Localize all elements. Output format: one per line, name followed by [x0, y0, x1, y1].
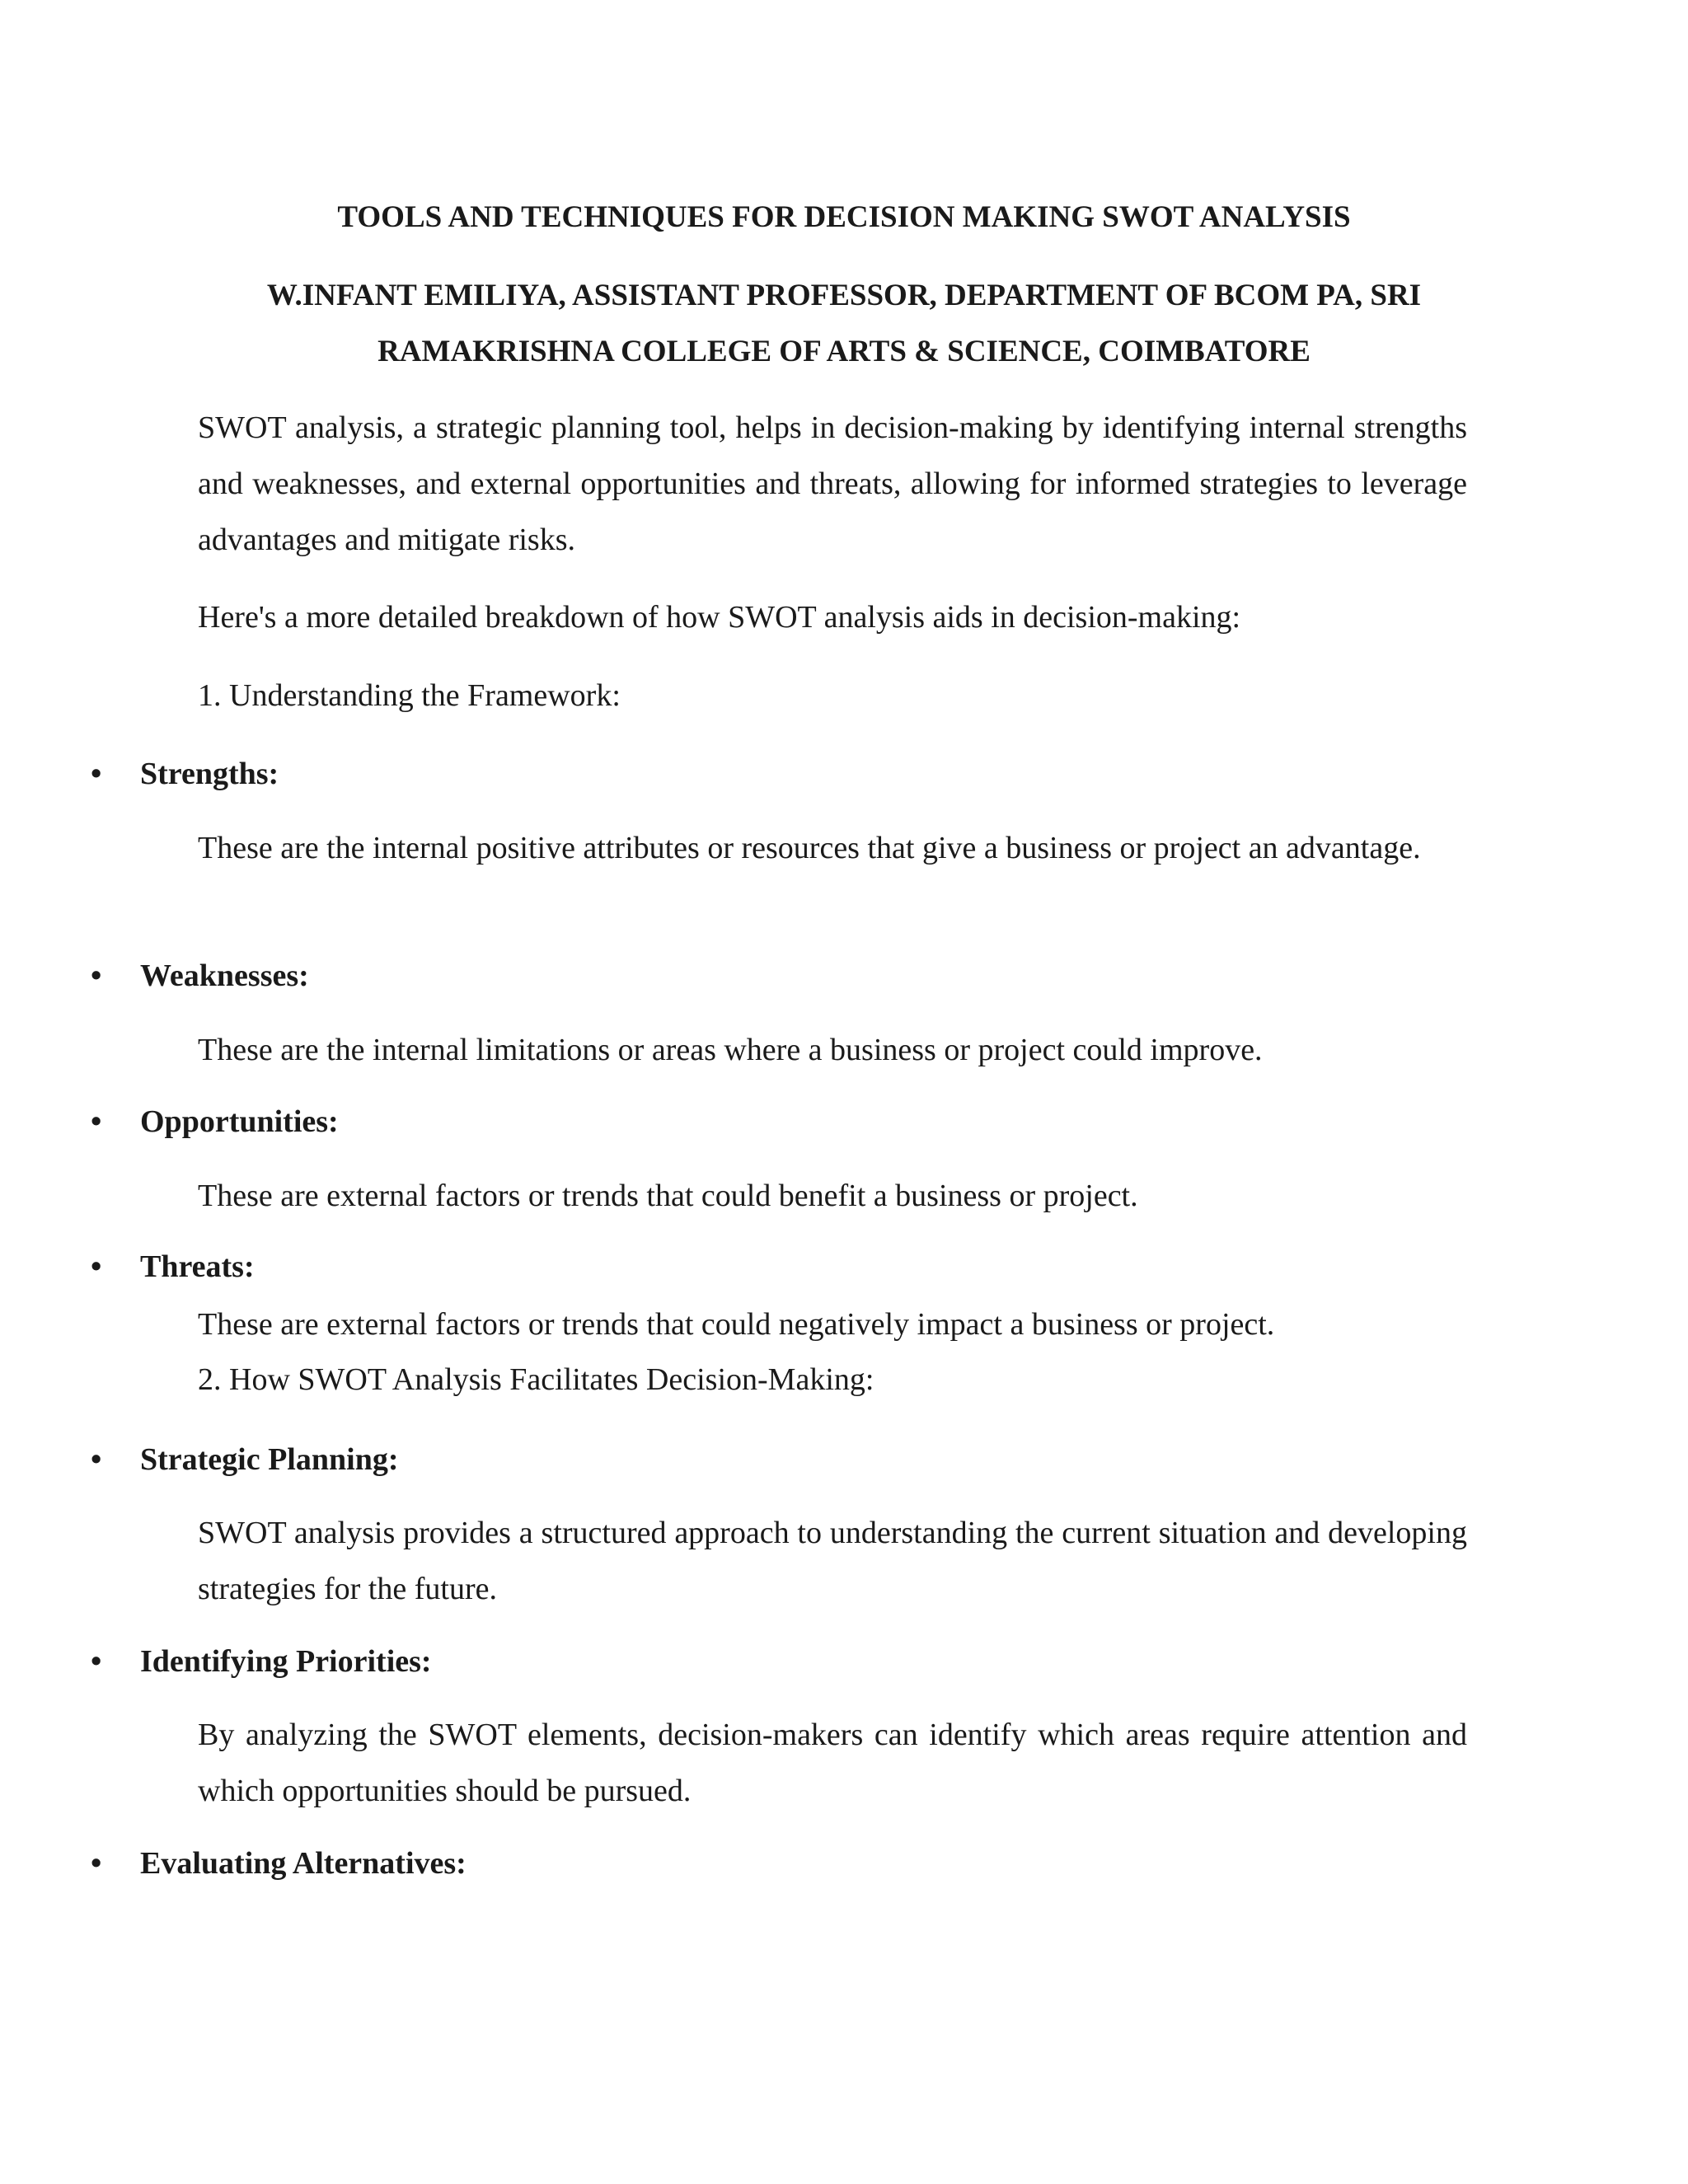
bullet-icon: •: [91, 1104, 102, 1139]
bullet-text: By analyzing the SWOT elements, decision-makers can identify which areas require attention and which opportunities should be pursued.: [198, 1718, 1467, 1808]
bullet-text: These are the internal limitations or areas where a business or project could improve.: [198, 1033, 1263, 1067]
bullet-heading: Evaluating Alternatives:: [140, 1846, 467, 1881]
author-line-1: W.INFANT EMILIYA, ASSISTANT PROFESSOR, DEPARTMENT OF BCOM PA, SRI: [266, 279, 1422, 312]
bullet-icon: •: [91, 1442, 102, 1477]
bullet-icon: •: [91, 757, 102, 791]
bullet-opportunities: [91, 1094, 339, 1150]
bullet-text: These are the internal positive attributes or resources that give a business or project an advantage.: [198, 831, 1421, 865]
author-affiliation: [0, 268, 1688, 380]
document-title: TOOLS AND TECHNIQUES FOR DECISION MAKING SWOT ANALYSIS: [337, 200, 1351, 234]
bullet-heading: Opportunities:: [140, 1104, 339, 1139]
bullet-identifying-priorities: [91, 1633, 432, 1690]
bullet-heading: Strategic Planning:: [140, 1442, 399, 1477]
breakdown-paragraph: Here's a more detailed breakdown of how SWOT analysis aids in decision-making:: [198, 600, 1241, 635]
bullet-text: These are external factors or trends that could benefit a business or project.: [198, 1179, 1138, 1213]
bullet-heading: Weaknesses:: [140, 958, 309, 993]
author-line-2: RAMAKRISHNA COLLEGE OF ARTS & SCIENCE, COIMBATORE: [377, 335, 1311, 368]
bullet-heading: Strengths:: [140, 757, 279, 791]
bullet-strategic-planning: [91, 1432, 398, 1488]
bullet-strengths: [91, 746, 279, 802]
bullet-weaknesses: [91, 948, 309, 1004]
bullet-icon: •: [91, 1249, 102, 1284]
bullet-icon: •: [91, 1846, 102, 1881]
intro-paragraph: SWOT analysis, a strategic planning tool, helps in decision-making by identifying internal strengths and weaknesses, and external opportunities and threats, allowing for informed strategies to leverage advantages and mitigate risks.: [198, 410, 1467, 557]
bullet-heading: Identifying Priorities:: [140, 1644, 432, 1679]
section-heading-decision: 2. How SWOT Analysis Facilitates Decision-Making:: [198, 1362, 874, 1397]
bullet-text: SWOT analysis provides a structured approach to understanding the current situation and developing strategies for the future.: [198, 1516, 1467, 1606]
bullet-text: These are external factors or trends that could negatively impact a business or project.: [198, 1307, 1275, 1342]
section-heading-framework: 1. Understanding the Framework:: [198, 678, 621, 713]
bullet-evaluating-alternatives: [91, 1835, 467, 1891]
bullet-icon: •: [91, 1644, 102, 1679]
bullet-threats: [91, 1239, 255, 1295]
bullet-heading: Threats:: [140, 1249, 255, 1284]
bullet-icon: •: [91, 958, 102, 993]
